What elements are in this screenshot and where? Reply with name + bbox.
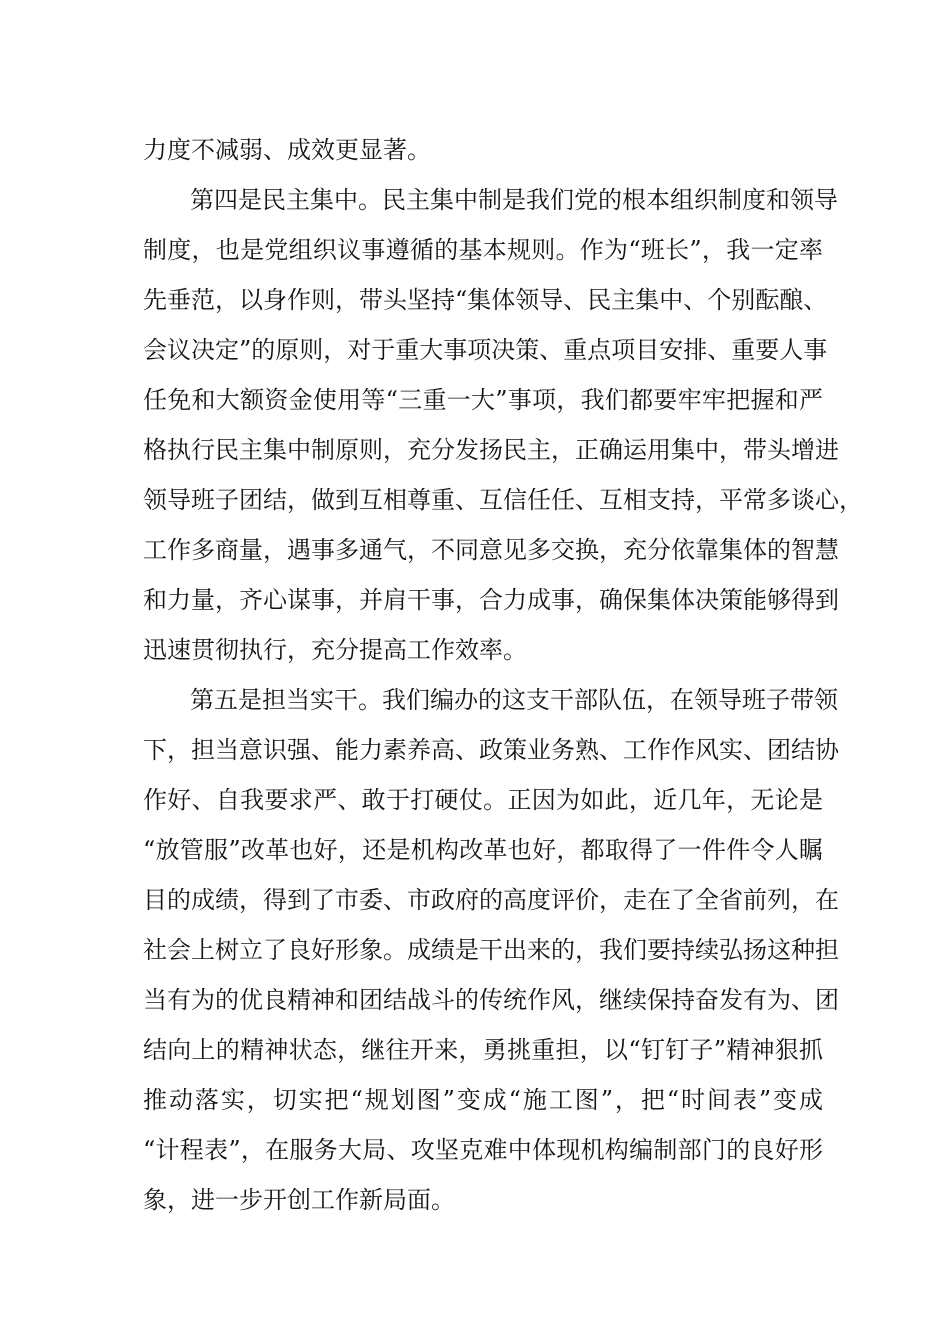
text-line: 下，担当意识强、能力素养高、政策业务熟、工作作风实、团结协 <box>143 736 839 764</box>
text-line: “放管服”改革也好，还是机构改革也好，都取得了一件件令人瞩 <box>143 836 823 864</box>
text-line: 迅速贯彻执行，充分提高工作效率。 <box>143 636 527 664</box>
text-line: “计程表”，在服务大局、攻坚克难中体现机构编制部门的良好形 <box>143 1136 823 1164</box>
text-line: 推动落实，切实把“规划图”变成“施工图”，把“时间表”变成 <box>143 1086 823 1114</box>
text-line: 和力量，齐心谋事，并肩干事，合力成事，确保集体决策能够得到 <box>143 586 839 614</box>
text-line: 工作多商量，遇事多通气，不同意见多交换，充分依靠集体的智慧 <box>143 536 839 564</box>
text-line: 会议决定”的原则，对于重大事项决策、重点项目安排、重要人事 <box>143 336 828 364</box>
text-line: 制度，也是党组织议事遵循的基本规则。作为“班长”，我一定率 <box>143 236 823 264</box>
text-line: 目的成绩，得到了市委、市政府的高度评价，走在了全省前列，在 <box>143 886 839 914</box>
text-line: 社会上树立了良好形象。成绩是干出来的，我们要持续弘扬这种担 <box>143 936 839 964</box>
text-line: 结向上的精神状态，继往开来，勇挑重担，以“钉钉子”精神狠抓 <box>143 1036 823 1064</box>
text-line: 力度不减弱、成效更显著。 <box>143 136 431 164</box>
text-line: 任免和大额资金使用等“三重一大”事项，我们都要牢牢把握和严 <box>143 386 823 414</box>
text-line: 象，进一步开创工作新局面。 <box>143 1186 455 1214</box>
paragraph-five-first-line: 第五是担当实干。我们编办的这支干部队伍，在领导班子带领 <box>190 686 838 714</box>
text-line: 领导班子团结，做到互相尊重、互信任任、互相支持，平常多谈心， <box>143 486 863 514</box>
text-line: 作好、自我要求严、敢于打硬仗。正因为如此，近几年，无论是 <box>143 786 823 814</box>
text-line: 当有为的优良精神和团结战斗的传统作风，继续保持奋发有为、团 <box>143 986 839 1014</box>
text-line: 先垂范，以身作则，带头坚持“集体领导、民主集中、个别酝酿、 <box>143 286 828 314</box>
text-line: 格执行民主集中制原则，充分发扬民主，正确运用集中，带头增进 <box>143 436 839 464</box>
paragraph-four-first-line: 第四是民主集中。民主集中制是我们党的根本组织制度和领导 <box>190 186 838 214</box>
